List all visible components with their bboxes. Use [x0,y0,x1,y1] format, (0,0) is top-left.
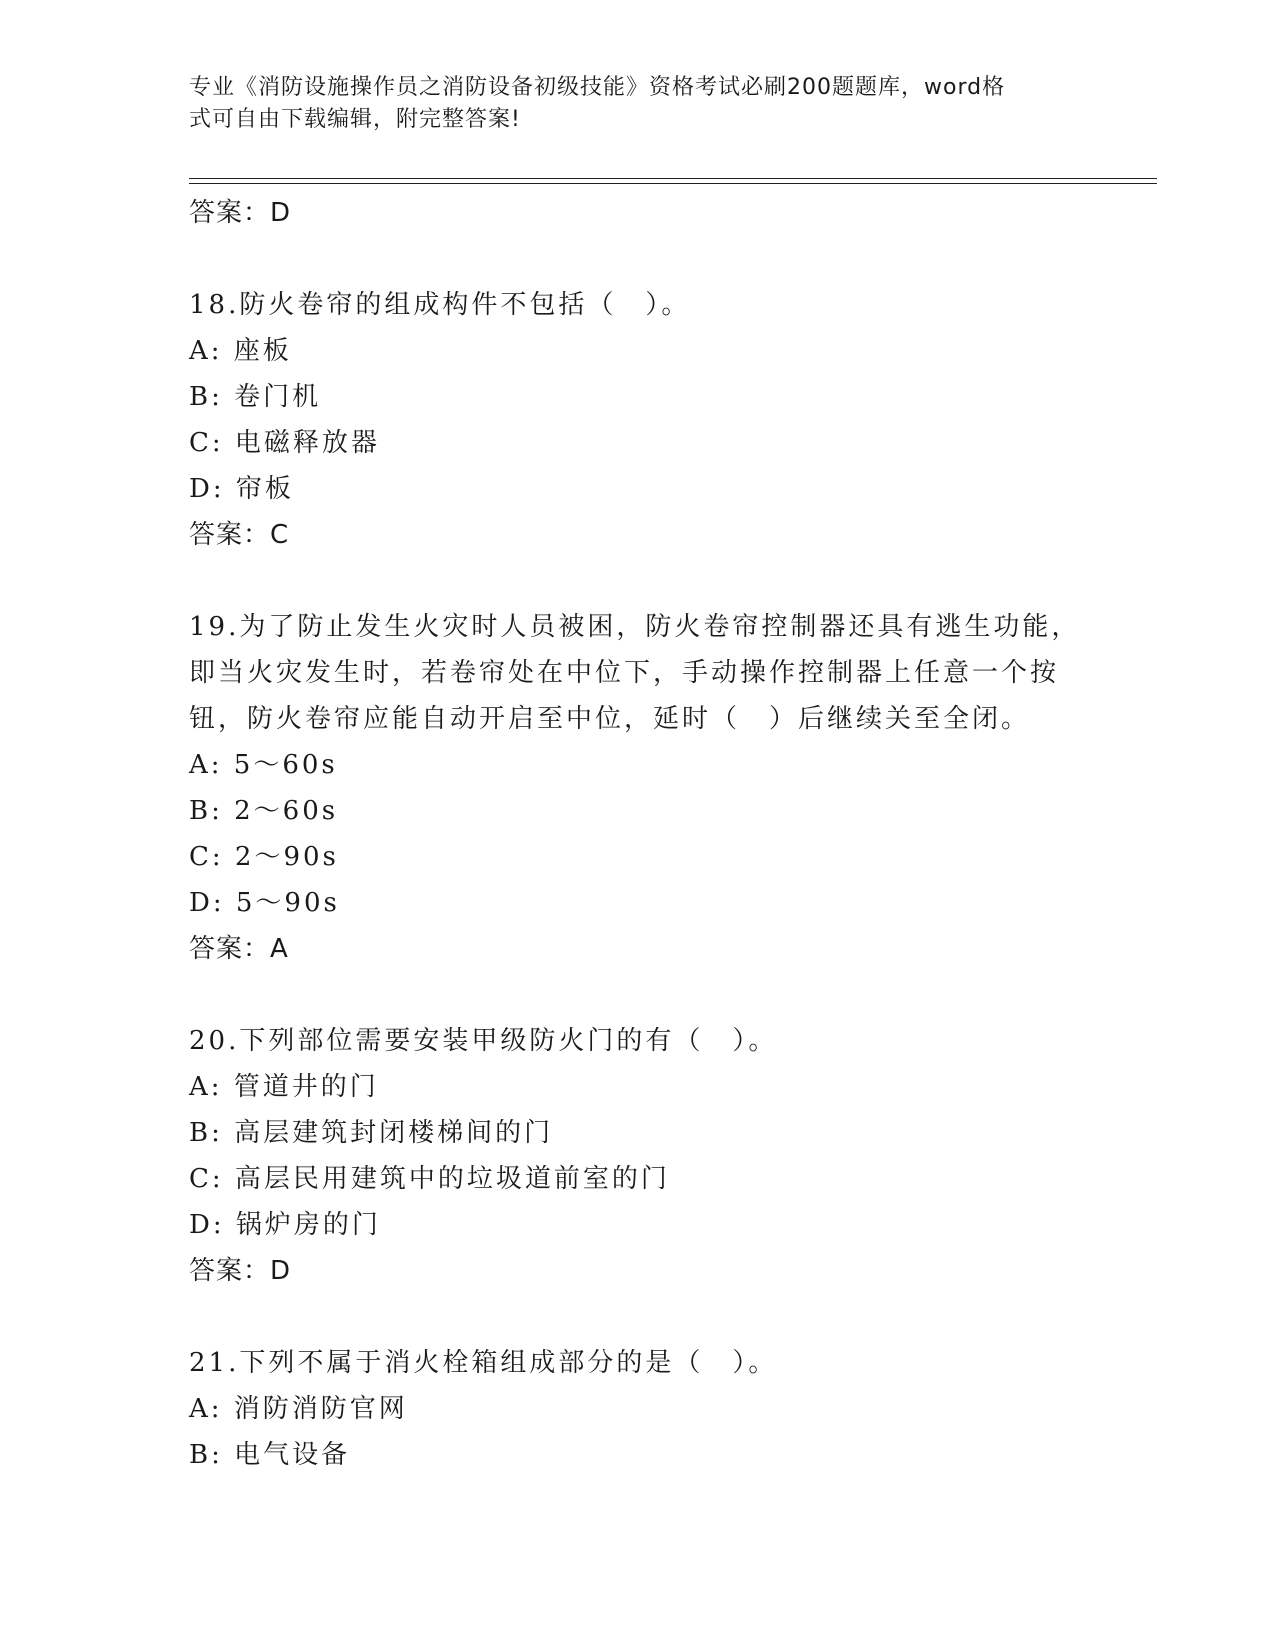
option-d: D: 帘板 [189,474,294,504]
option-d: D: 5～90s [189,888,340,918]
option-a: A: 管道井的门 [189,1072,379,1102]
header-divider-top [189,178,1157,179]
question-21 [189,1340,1089,1478]
answer-label: 答案：D [189,1256,292,1286]
question-20 [189,1018,1089,1294]
spacer [189,236,1089,282]
question-stem-line-1: 19.为了防止发生火灾时人员被困，防火卷帘控制器还具有逃生功能， [189,612,1081,642]
option-b: B: 高层建筑封闭楼梯间的门 [189,1118,554,1148]
document-header [189,72,1069,136]
answer-label: 答案：A [189,934,289,964]
option-c: C: 2～90s [189,842,339,872]
question-stem: 20.下列部位需要安装甲级防火门的有（ ）。 [189,1026,778,1056]
header-line-1: 专业《消防设施操作员之消防设备初级技能》资格考试必刷200题题库，word格 [189,75,1006,100]
option-a: A: 座板 [189,336,292,366]
header-line-2: 式可自由下载编辑，附完整答案! [189,107,521,132]
question-stem: 18.防火卷帘的组成构件不包括（ ）。 [189,290,691,320]
spacer [189,558,1089,604]
spacer [189,1294,1089,1340]
question-19 [189,604,1089,972]
question-stem-line-3: 钮，防火卷帘应能自动开启至中位，延时（ ）后继续关至全闭。 [189,704,1031,734]
answer-label: 答案：C [189,520,290,550]
option-b: B: 2～60s [189,796,339,826]
question-stem-line-2: 即当火灾发生时，若卷帘处在中位下，手动操作控制器上任意一个按 [189,658,1060,688]
option-a: A: 消防消防官网 [189,1394,408,1424]
option-b: B: 卷门机 [189,382,322,412]
option-b: B: 电气设备 [189,1440,351,1470]
option-d: D: 锅炉房的门 [189,1210,381,1240]
spacer [189,972,1089,1018]
header-divider-bottom [189,183,1157,184]
question-list [189,190,1089,1478]
option-c: C: 电磁释放器 [189,428,380,458]
question-stem: 21.下列不属于消火栓箱组成部分的是（ ）。 [189,1348,778,1378]
question-18 [189,282,1089,558]
answer-label: 答案：D [189,198,292,228]
option-a: A: 5～60s [189,750,338,780]
option-c: C: 高层民用建筑中的垃圾道前室的门 [189,1164,670,1194]
